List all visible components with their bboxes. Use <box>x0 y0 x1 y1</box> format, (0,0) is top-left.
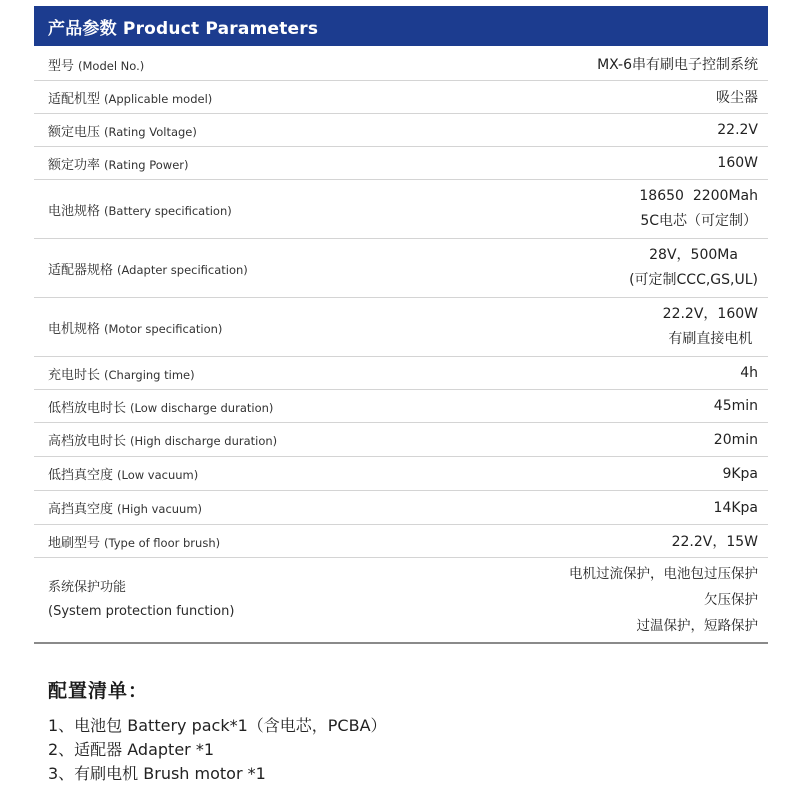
param-row-high-vacuum <box>34 491 768 525</box>
param-label-en: (Charging time) <box>104 367 195 382</box>
param-label-cn: 适配器规格 <box>48 262 114 278</box>
param-label <box>48 532 220 551</box>
list-item: 1、电池包 Battery pack*1（含电芯，PCBA） <box>48 716 387 735</box>
param-value: 吸尘器 <box>716 90 758 106</box>
param-label-cn: 额定电压 <box>48 124 101 140</box>
param-value: 14Kpa <box>713 499 758 516</box>
param-value-line: (可定制CCC,GS,UL) <box>629 272 758 288</box>
param-label-en: (Rating Voltage) <box>104 124 197 139</box>
param-value-line: 22.2V，160W <box>662 306 758 322</box>
param-value-line: 28V，500Ma <box>649 247 738 263</box>
param-label <box>48 397 273 416</box>
param-label-en: (High vacuum) <box>117 502 203 516</box>
param-label-cn: 电机规格 <box>48 321 101 337</box>
param-label <box>48 318 222 337</box>
param-label-cn: 地刷型号 <box>48 535 101 551</box>
param-label-cn: 高档放电时长 <box>48 434 127 449</box>
param-row-floor-brush <box>34 525 768 558</box>
list-item: 3、有刷电机 Brush motor *1 <box>48 764 266 783</box>
param-value <box>629 243 758 293</box>
param-value: 20min <box>713 431 758 448</box>
config-list <box>48 714 387 786</box>
param-label-en: (Battery specification) <box>104 203 232 218</box>
param-value: MX-6串有刷电子控制系统 <box>597 57 758 73</box>
section-title: 产品参数 Product Parameters <box>48 18 319 39</box>
param-label <box>48 200 232 219</box>
param-value-line: 过温保护，短路保护 <box>636 618 758 634</box>
param-label <box>48 154 189 173</box>
param-row-system-protection <box>34 558 768 642</box>
param-label <box>48 576 234 624</box>
param-label-en: (Rating Power) <box>104 157 189 172</box>
param-row-adapter <box>34 239 768 298</box>
param-value-line: 欠压保护 <box>704 592 758 608</box>
param-label-cn: 低档放电时长 <box>48 400 127 416</box>
param-value <box>639 184 758 234</box>
param-row-low-vacuum <box>34 457 768 491</box>
param-label-cn: 系统保护功能 <box>48 580 127 595</box>
param-row-motor <box>34 298 768 357</box>
param-label-cn: 电池规格 <box>48 203 101 219</box>
param-label-en: (Adapter specification) <box>117 262 248 277</box>
param-label <box>48 498 202 517</box>
param-row-high-discharge <box>34 423 768 457</box>
param-label-en: (Applicable model) <box>104 91 213 106</box>
param-value-line: 18650 2200Mah <box>639 188 758 204</box>
list-item: 2、适配器 Adapter *1 <box>48 740 215 759</box>
param-value: 4h <box>740 365 758 381</box>
param-row-low-discharge <box>34 390 768 423</box>
param-label-cn: 低挡真空度 <box>48 468 114 483</box>
param-label-cn: 额定功率 <box>48 157 101 173</box>
param-value: 22.2V，15W <box>671 534 758 550</box>
param-label-en: (Motor specification) <box>104 321 223 336</box>
param-label-en: (System protection function) <box>48 604 235 619</box>
config-list-title: 配置清单： <box>48 680 149 702</box>
param-value-line: 有刷直接电机 <box>668 331 753 347</box>
param-value: 9Kpa <box>722 465 758 482</box>
param-label <box>48 55 144 74</box>
param-label-en: (High discharge duration) <box>130 434 278 448</box>
section-header <box>34 6 768 46</box>
param-label-cn: 高挡真空度 <box>48 502 114 517</box>
param-label-cn: 充电时长 <box>48 367 101 383</box>
param-value <box>569 561 758 639</box>
param-value: 160W <box>717 155 758 171</box>
param-label-en: (Low vacuum) <box>117 468 199 482</box>
param-value-line: 5C电芯（可定制） <box>640 213 758 229</box>
param-row-applicable-model <box>34 81 768 114</box>
param-value <box>663 302 758 352</box>
param-row-rating-power <box>34 147 768 180</box>
param-label-en: (Model No.) <box>78 58 145 73</box>
param-value: 45min <box>713 398 758 414</box>
param-label <box>48 259 248 278</box>
param-label <box>48 464 198 483</box>
param-label <box>48 430 277 449</box>
param-label-cn: 型号 <box>48 58 75 74</box>
param-label <box>48 364 195 383</box>
param-label-cn: 适配机型 <box>48 91 101 107</box>
param-value: 22.2V <box>717 122 758 138</box>
param-label <box>48 88 212 107</box>
param-value-line: 电机过流保护，电池包过压保护 <box>569 566 758 582</box>
param-row-battery <box>34 180 768 239</box>
param-row-charging-time <box>34 357 768 390</box>
param-label-en: (Low discharge duration) <box>130 400 274 415</box>
parameters-table <box>34 48 768 644</box>
param-row-model <box>34 48 768 81</box>
param-label <box>48 121 197 140</box>
param-row-rating-voltage <box>34 114 768 147</box>
param-label-en: (Type of floor brush) <box>104 535 221 550</box>
